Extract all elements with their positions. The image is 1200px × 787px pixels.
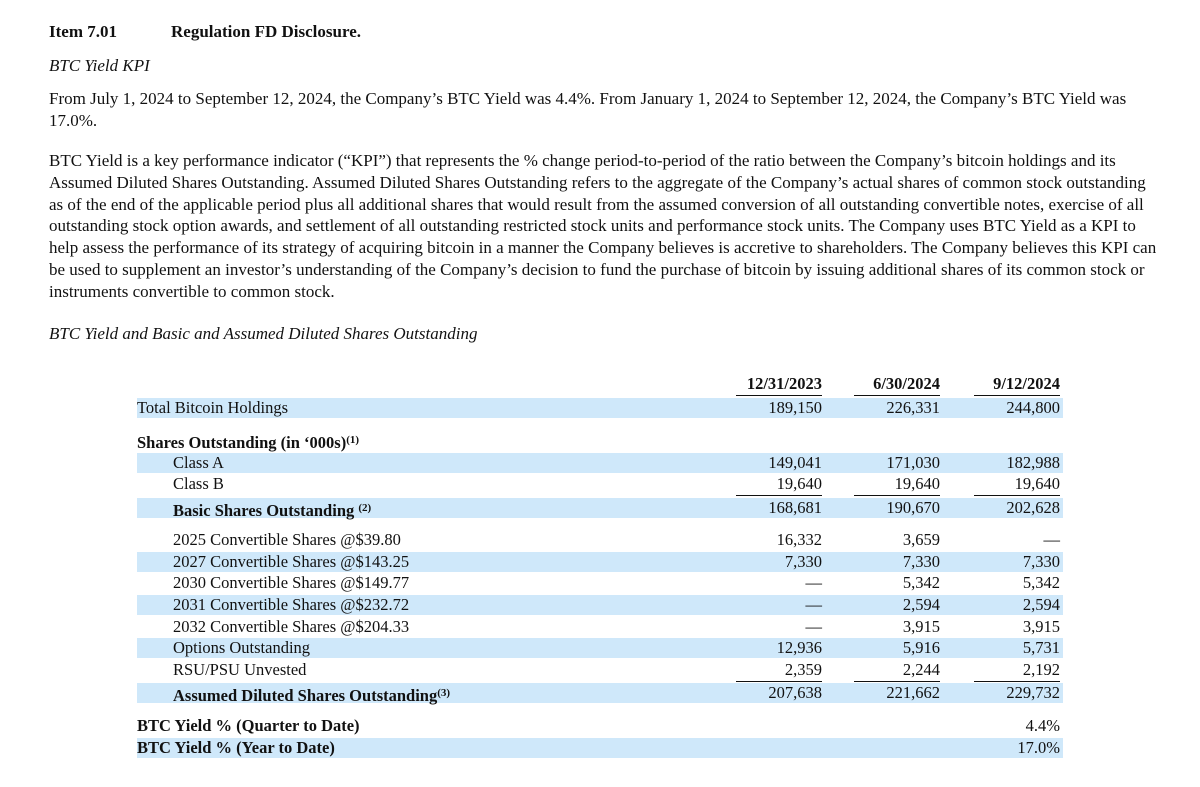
cell-value: 7,330 <box>1022 552 1060 571</box>
table-row-conv-2027 <box>137 552 1063 572</box>
table-row-conv-2030 <box>137 573 1063 593</box>
paragraph-btc-yield-summary: From July 1, 2024 to September 12, 2024, the Company’s BTC Yield was 4.4%. From January 1, 2024 to September 12, 2024, the Company’s BTC Yield was 17.0%. <box>49 89 1127 130</box>
table-row-class-a <box>137 453 1063 473</box>
cell-value: 229,732 <box>1006 683 1060 702</box>
row-label: Options Outstanding <box>173 638 311 657</box>
table-row-rsu-psu <box>137 660 1063 680</box>
item-title: Regulation FD Disclosure. <box>171 22 361 41</box>
table-row-options <box>137 638 1063 658</box>
row-label: Class B <box>173 474 224 493</box>
table-row-class-b <box>137 474 1063 494</box>
table-row-conv-2032 <box>137 617 1063 637</box>
cell-value: 3,915 <box>1022 617 1060 636</box>
cell-value: 207,638 <box>768 683 822 702</box>
table-row-basic-shares <box>137 498 1063 518</box>
cell-value: — <box>1043 530 1060 549</box>
cell-value: 149,041 <box>768 453 822 472</box>
row-label: RSU/PSU Unvested <box>173 660 307 679</box>
cell-value: 2,192 <box>972 660 1060 680</box>
item-number: Item 7.01 <box>49 22 117 41</box>
row-label: Shares Outstanding (in ‘000s)$^{(1)}$ <box>137 433 360 452</box>
cell-value: 19,640 <box>852 474 940 494</box>
table-header-row <box>137 374 1063 394</box>
cell-value: 19,640 <box>737 474 822 494</box>
cell-value: — <box>805 573 822 592</box>
cell-value: 7,330 <box>784 552 822 571</box>
cell-value: 17.0% <box>1017 738 1060 757</box>
subheading-btc-yield-kpi: BTC Yield KPI <box>49 56 150 75</box>
cell-value: 2,359 <box>737 660 822 680</box>
item-heading <box>49 22 361 42</box>
cell-value: 189,150 <box>768 398 822 417</box>
cell-value: — <box>805 595 822 614</box>
row-label: Assumed Diluted Shares Outstanding$^{(3)}$ <box>173 686 451 705</box>
cell-value: 171,030 <box>886 453 940 472</box>
table-row-yield-ytd <box>137 738 1063 758</box>
cell-value: 226,331 <box>886 398 940 417</box>
table-row-shares-header <box>137 430 1063 450</box>
cell-value: 4.4% <box>1025 716 1060 735</box>
row-label: 2032 Convertible Shares @$204.33 <box>173 617 410 636</box>
column-header-2023: 12/31/2023 <box>737 374 822 394</box>
cell-value: 5,342 <box>902 573 940 592</box>
cell-value: — <box>805 617 822 636</box>
cell-value: 202,628 <box>1006 498 1060 517</box>
row-label: Class A <box>173 453 224 472</box>
column-header-jun-2024: 6/30/2024 <box>852 374 940 394</box>
cell-value: 7,330 <box>902 552 940 571</box>
cell-value: 182,988 <box>1006 453 1060 472</box>
table-row-total-bitcoin <box>137 398 1063 418</box>
cell-value: 5,731 <box>1022 638 1060 657</box>
row-label: 2030 Convertible Shares @$149.77 <box>173 573 410 592</box>
row-label: BTC Yield % (Year to Date) <box>137 738 335 757</box>
cell-value: 5,342 <box>1022 573 1060 592</box>
row-label: 2025 Convertible Shares @$39.80 <box>173 530 401 549</box>
footnote-marker: (3) <box>437 687 451 699</box>
subheading-table-title: BTC Yield and Basic and Assumed Diluted Shares Outstanding <box>49 324 478 343</box>
column-header-sep-2024: 9/12/2024 <box>972 374 1060 394</box>
cell-value: 244,800 <box>1006 398 1060 417</box>
cell-value: 168,681 <box>768 498 822 517</box>
table-row-conv-2031 <box>137 595 1063 615</box>
cell-value: 19,640 <box>972 474 1060 494</box>
table-row-yield-qtd <box>137 716 1063 736</box>
row-label: BTC Yield % (Quarter to Date) <box>137 716 360 735</box>
cell-value: 2,244 <box>852 660 940 680</box>
cell-value: 5,916 <box>902 638 940 657</box>
cell-value: 2,594 <box>1022 595 1060 614</box>
cell-value: 2,594 <box>902 595 940 614</box>
row-label: Basic Shares Outstanding $^{(2)}$ <box>173 501 372 520</box>
row-label: 2031 Convertible Shares @$232.72 <box>173 595 410 614</box>
table-row-conv-2025 <box>137 530 1063 550</box>
cell-value: 3,915 <box>902 617 940 636</box>
cell-value: 3,659 <box>902 530 940 549</box>
row-label: Total Bitcoin Holdings <box>137 398 289 417</box>
footnote-marker: (2) <box>358 502 372 514</box>
row-label: 2027 Convertible Shares @$143.25 <box>173 552 410 571</box>
cell-value: 190,670 <box>886 498 940 517</box>
cell-value: 16,332 <box>776 530 822 549</box>
cell-value: 12,936 <box>776 638 822 657</box>
paragraph-btc-yield-definition: BTC Yield is a key performance indicator (“KPI”) that represents the % change period-to-period of the ratio between the Company’s bitcoin holdings and its Assumed Diluted Shares Outstanding. Assumed Diluted Shares Outstanding refers to the aggregate of the Company’s actual shares of common stock outstanding as of the end of the applicable period plus all additional shares that would result from the assumed conversion of all outstanding convertible notes, exercise of all outstanding stock option awards, and settlement of all outstanding restricted stock units and performance stock units. The Company uses BTC Yield as a KPI to help assess the performance of its strategy of acquiring bitcoin in a manner the Company believes is accretive to shareholders. The Company believes this KPI can be used to supplement an investor’s understanding of the Company’s decision to fund the purchase of bitcoin by issuing additional shares of its common stock or instruments convertible to common stock. <box>49 151 1157 301</box>
footnote-marker: (1) <box>346 434 360 446</box>
table-row-diluted-shares <box>137 683 1063 703</box>
cell-value: 221,662 <box>886 683 940 702</box>
